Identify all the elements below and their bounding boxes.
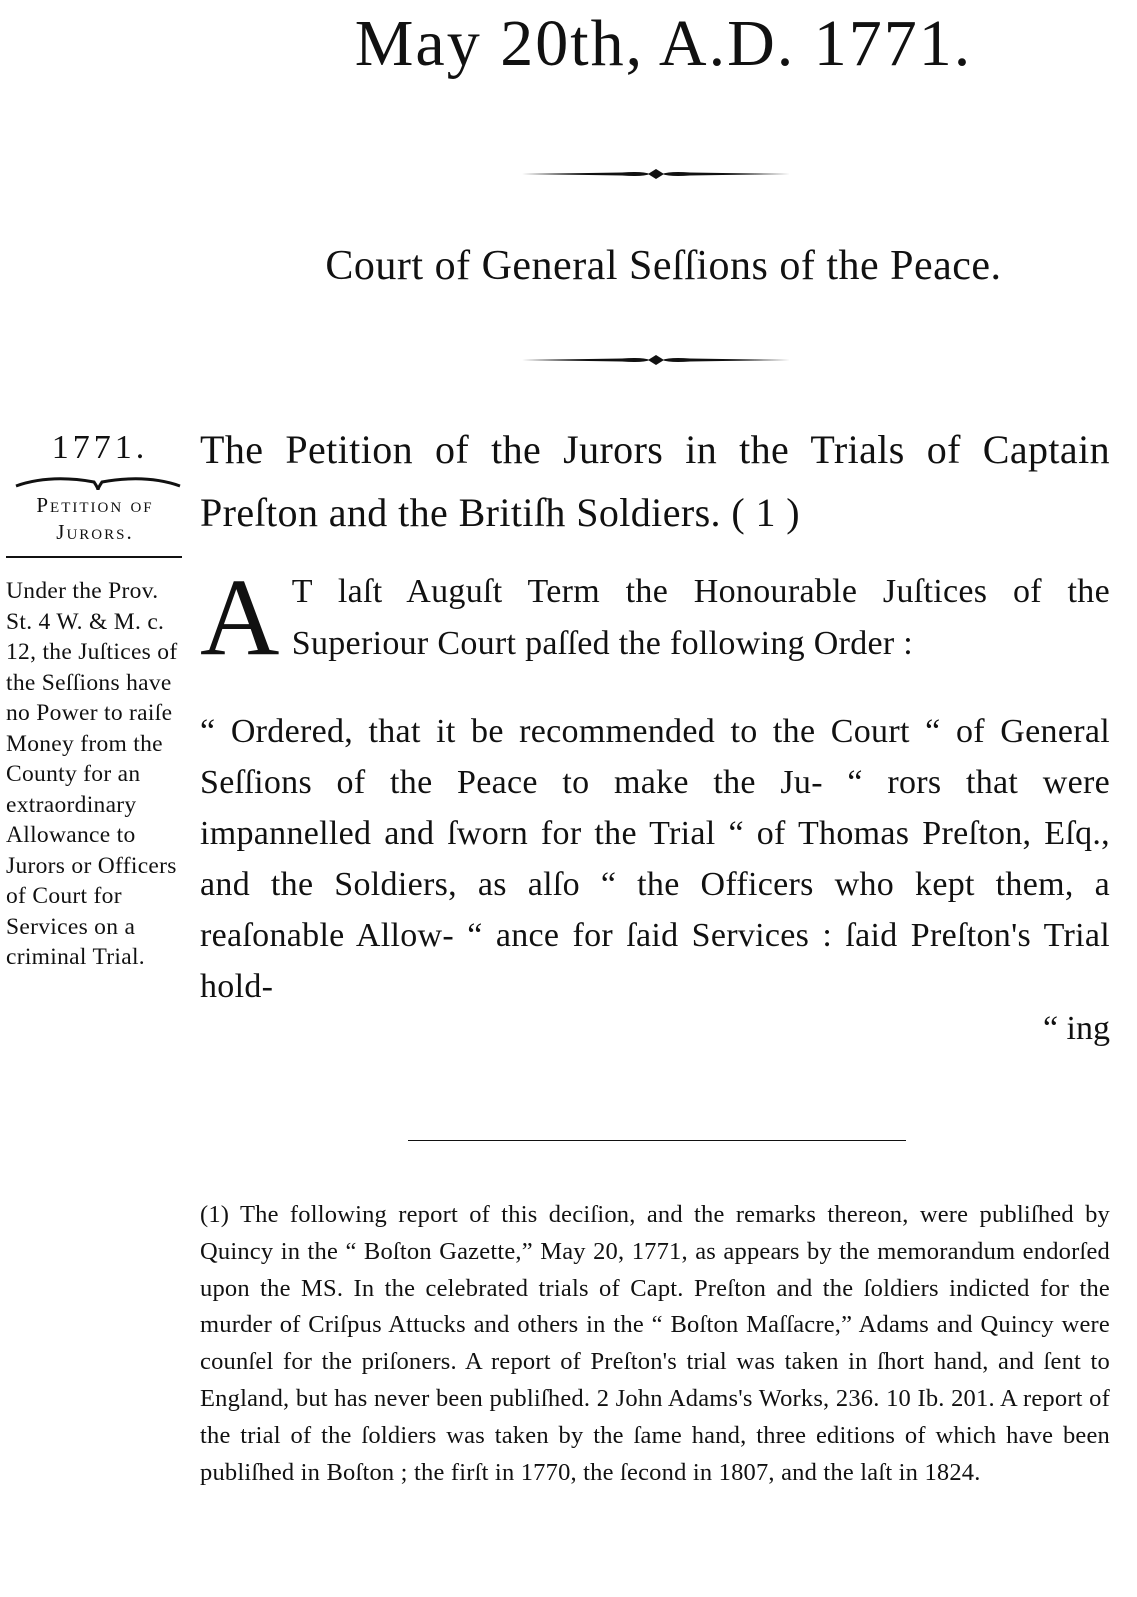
opening-paragraph-text: T laſt Auguſt Term the Honourable Juſtices of the Superiour Court paſſed the following Order : [291, 573, 1110, 662]
margin-caption-line2: Jurors. [56, 520, 134, 544]
petition-heading: The Petition of the Jurors in the Trials of Captain Preſton and the Britiſh Soldiers. ( 1 ) [200, 427, 1110, 535]
margin-note: Under the Prov. St. 4 W. & M. c. 12, the Juſtices of the Seſſions have no Power to raiſe Money from the County for an extraordinary Allowance to Jurors or Officers of Court for Services on a criminal Trial. [6, 578, 178, 970]
margin-notes [6, 428, 184, 973]
margin-divider [6, 556, 182, 558]
footnote-divider [408, 1140, 906, 1141]
ornamental-rule-bottom [522, 353, 790, 367]
drop-cap: A [200, 556, 280, 678]
section-title: Court of General Seſſions of the Peace. [325, 243, 1002, 289]
running-head: May 20th, A.D. 1771. [354, 7, 973, 80]
margin-year: 1771. [51, 429, 149, 466]
margin-caption-line1: Petition of [36, 493, 154, 517]
main-text [200, 418, 1110, 1052]
brace-ornament-icon [10, 470, 186, 492]
footnote: (1) The following report of this deciſion, and the remarks thereon, were publiſhed by Quincy in the “ Boſton Gazette,” May 20, 1771, as appears by the memorandum endorſed upon the MS. In the celebrated trials of Capt. Preſton and the ſoldiers indicted for the murder of Criſpus Attucks and others in the “ Boſton Maſſacre,” Adams and Quincy were counſel for the priſoners. A report of Preſton's trial was taken in ſhort hand, and ſent to England, but has never been publiſhed. 2 John Adams's Works, 236. 10 Ib. 201. A report of the trial of the ſoldiers was taken by the ſame hand, three editions of which have been publiſhed in Boſton ; the firſt in 1770, the ſecond in 1807, and the laſt in 1824. [200, 1201, 1110, 1486]
catchword: “ ing [1042, 1010, 1110, 1047]
ornamental-rule-top [522, 167, 790, 181]
opening-paragraph [200, 556, 1110, 678]
order-quotation: “ Ordered, that it be recommended to the Court “ of General Seſſions of the Peace to make the Ju- “ rors that were impannelled and ſworn for the Trial “ of Thomas Preſton, Eſq., and the Soldiers, as alſo “ the Officers who kept them, a reaſonable Allow- “ ance for ſaid Services : ſaid Preſton's Trial hold- [200, 713, 1110, 1005]
